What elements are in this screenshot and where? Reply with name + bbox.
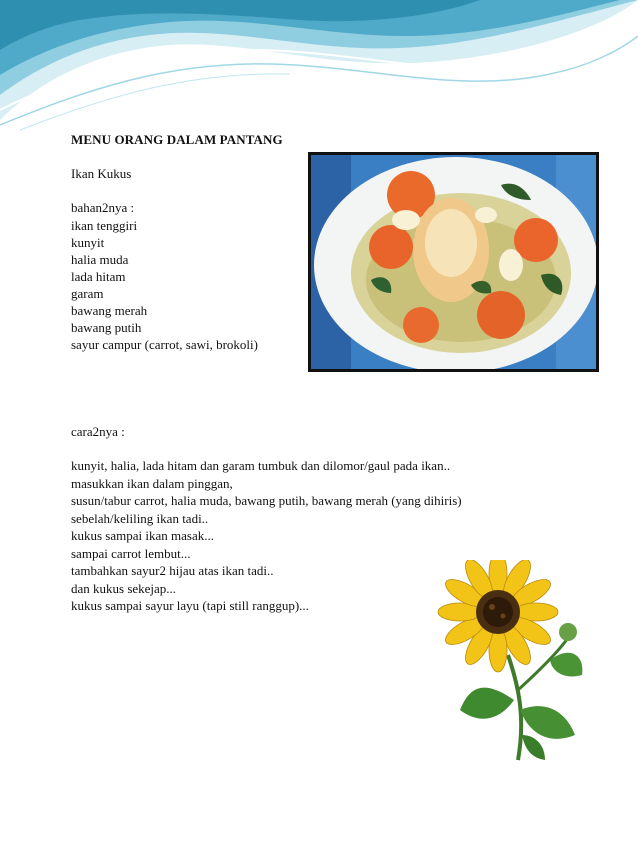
step-item: sampai carrot lembut... bbox=[71, 545, 191, 561]
ingredient-item: kunyit bbox=[71, 235, 105, 250]
sunflower-decoration bbox=[430, 560, 590, 765]
ingredient-item: ikan tenggiri bbox=[71, 218, 138, 233]
ingredient-item: garam bbox=[71, 286, 104, 301]
steamed-fish-illustration bbox=[311, 155, 596, 369]
ingredient-item: halia muda bbox=[71, 252, 129, 267]
step-item: tambahkan sayur2 hijau atas ikan tadi.. bbox=[71, 563, 274, 578]
header-wave-decoration bbox=[0, 0, 638, 140]
steamed-fish-photo bbox=[308, 152, 599, 372]
ingredients-list bbox=[71, 217, 258, 353]
step-item: susun/tabur carrot, halia muda, bawang putih, bawang merah (yang dihiris) bbox=[71, 493, 462, 508]
steps-heading: cara2nya : bbox=[71, 424, 125, 439]
ingredient-item: sayur campur (carrot, sawi, brokoli) bbox=[71, 337, 258, 352]
ingredient-item: bawang putih bbox=[71, 320, 142, 335]
step-item: kukus sampai sayur layu (tapi still ranggup)... bbox=[71, 598, 309, 613]
ingredient-item: lada hitam bbox=[71, 269, 126, 284]
dish-name: Ikan Kukus bbox=[71, 166, 132, 181]
step-item: masukkan ikan dalam pinggan, bbox=[71, 475, 233, 491]
step-item: sebelah/keliling ikan tadi.. bbox=[71, 510, 209, 526]
step-item: kukus sampai ikan masak... bbox=[71, 528, 214, 543]
step-item: dan kukus sekejap... bbox=[71, 580, 177, 596]
ingredient-item: bawang merah bbox=[71, 303, 148, 318]
page-title: MENU ORANG DALAM PANTANG bbox=[71, 132, 283, 147]
ingredients-heading: bahan2nya : bbox=[71, 200, 135, 215]
step-item: kunyit, halia, lada hitam dan garam tumbuk dan dilomor/gaul pada ikan.. bbox=[71, 458, 451, 473]
steps-list bbox=[71, 457, 462, 615]
